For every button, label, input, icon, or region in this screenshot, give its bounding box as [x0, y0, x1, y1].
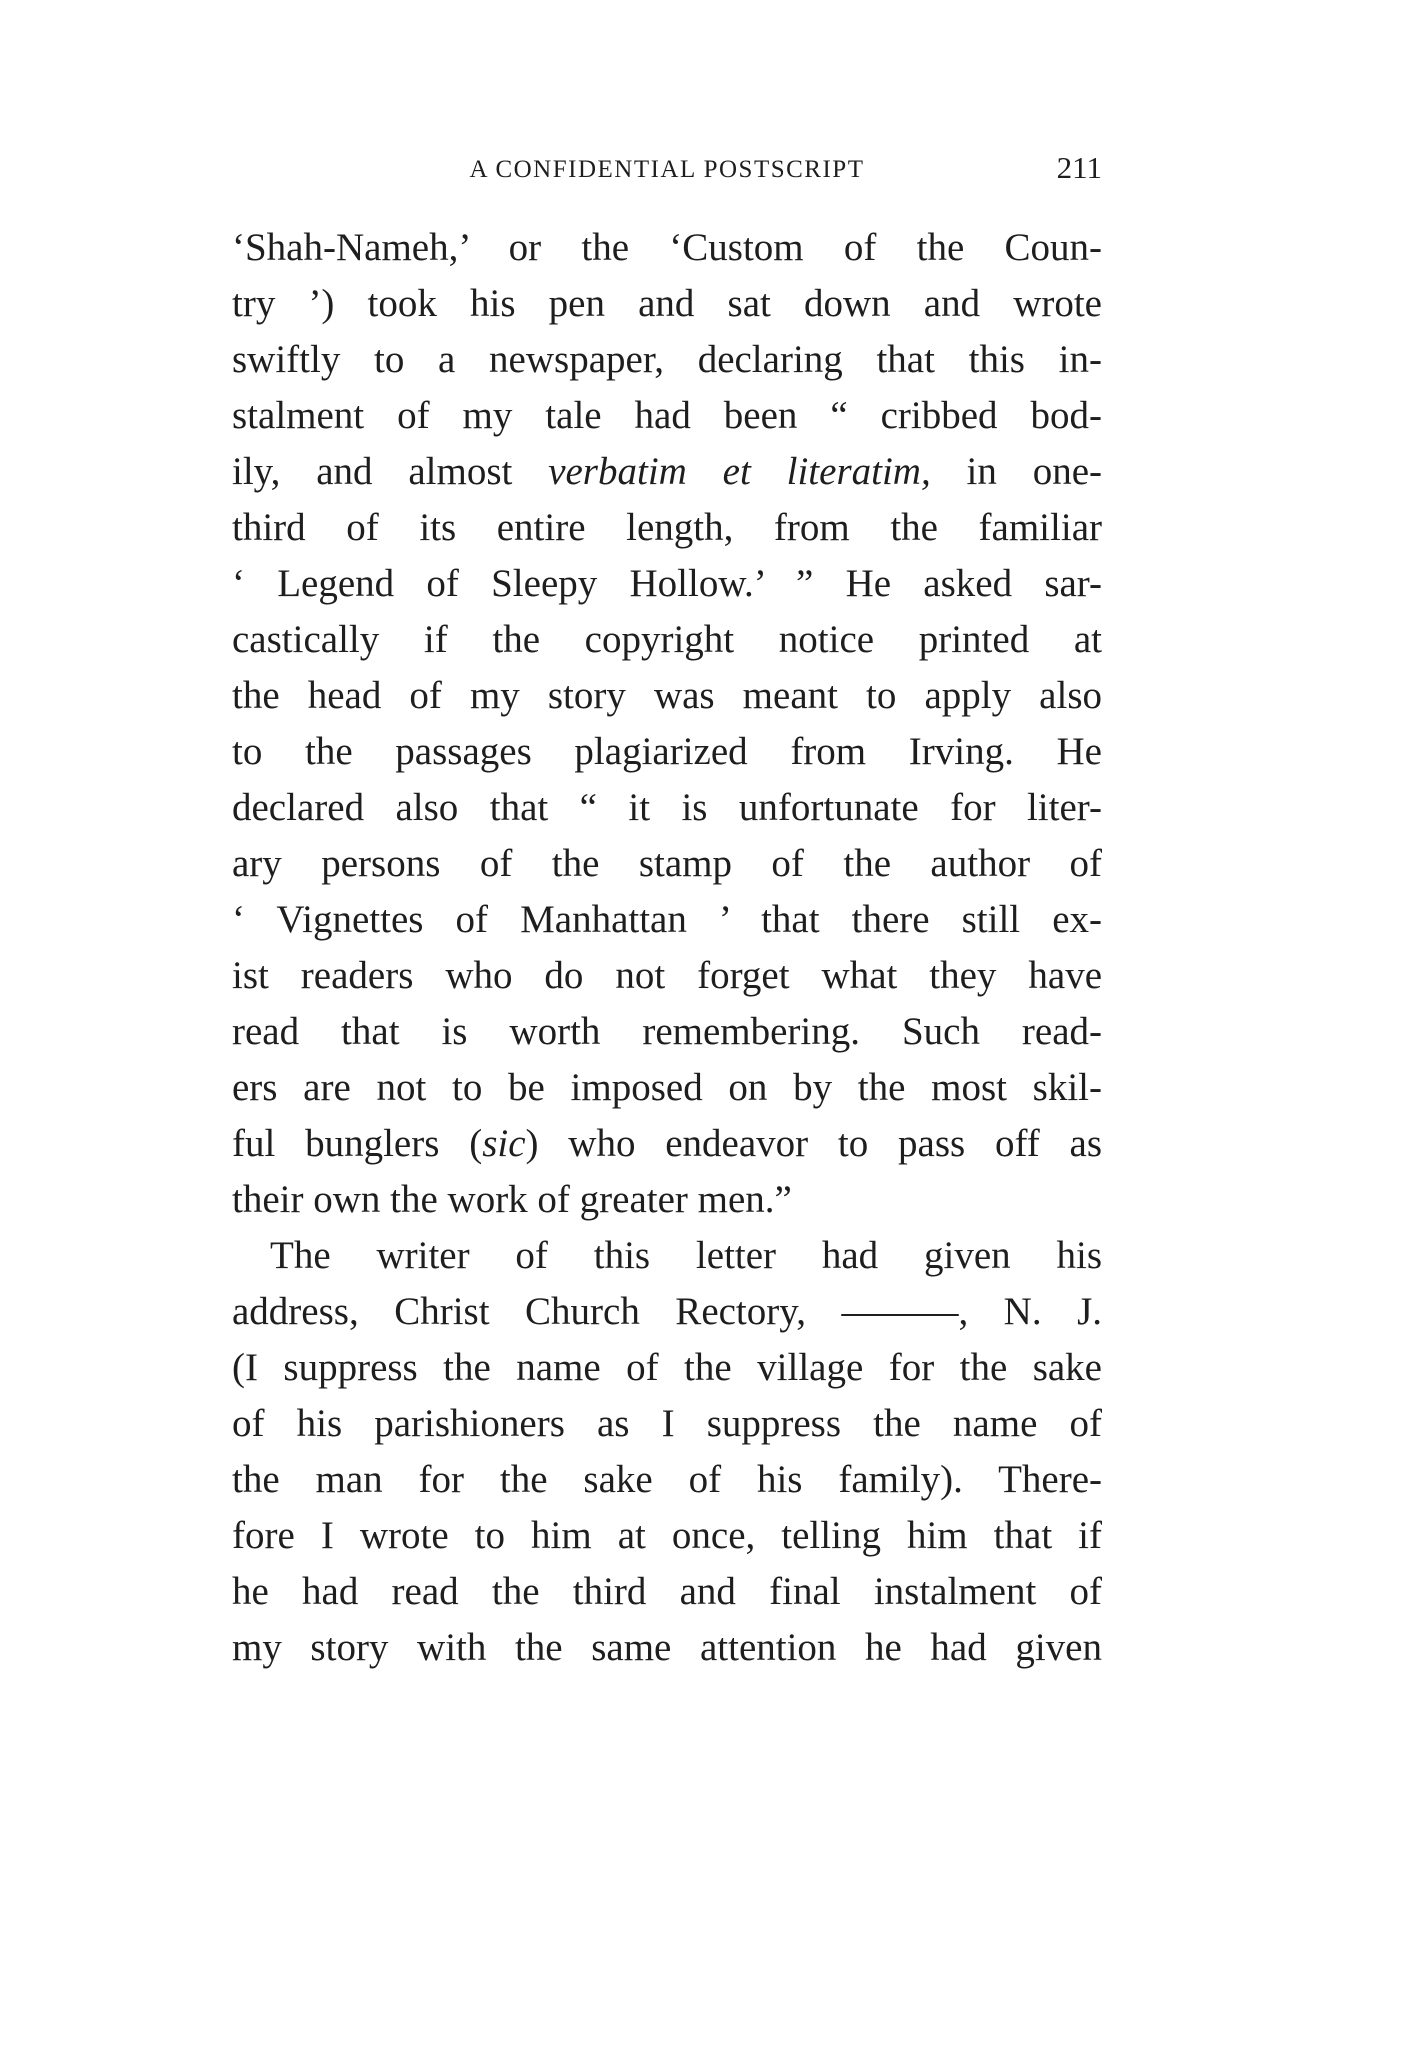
text-line: read that is worth remembering. Such read- — [232, 1010, 1102, 1053]
text-segment: ily, and almost — [232, 450, 549, 493]
text-line: (I suppress the name of the village for the sake — [232, 1346, 1102, 1389]
running-head — [232, 150, 1102, 200]
text-line: my story with the same attention he had given — [232, 1626, 1102, 1669]
text-segment: ful bunglers ( — [232, 1122, 483, 1165]
text-line: ‘Shah-Nameh,’ or the ‘Custom of the Coun- — [232, 226, 1102, 269]
body-text — [232, 220, 1102, 1676]
text-line: stalment of my tale had been “ cribbed bod- — [232, 394, 1102, 437]
text-line: fore I wrote to him at once, telling him that if — [232, 1514, 1102, 1557]
text-line — [232, 1116, 1102, 1172]
text-line: ary persons of the stamp of the author of — [232, 842, 1102, 885]
italic-phrase: verbatim et literatim, — [548, 450, 931, 493]
paragraph-first-line: The writer of this letter had given his — [270, 1234, 1102, 1277]
running-head-title: A CONFIDENTIAL POSTSCRIPT — [469, 156, 865, 183]
text-line: of his parishioners as I suppress the name of — [232, 1402, 1102, 1445]
text-line: ‘ Legend of Sleepy Hollow.’ ” He asked sar- — [232, 562, 1102, 605]
page-number: 211 — [1056, 150, 1102, 185]
text-line: ers are not to be imposed on by the most skil- — [232, 1066, 1102, 1109]
text-line: ‘ Vignettes of Manhattan ’ that there still ex- — [232, 898, 1102, 941]
text-line — [232, 444, 1102, 500]
text-segment: ) who endeavor to pass off as — [525, 1122, 1103, 1165]
text-line: castically if the copyright notice printed at — [232, 618, 1102, 661]
text-line: ist readers who do not forget what they have — [232, 954, 1102, 997]
text-line: declared also that “ it is unfortunate for liter- — [232, 786, 1102, 829]
paragraph-last-line: their own the work of greater men.” — [232, 1178, 792, 1221]
text-segment: in one- — [930, 450, 1102, 493]
text-line: he had read the third and final instalment of — [232, 1570, 1102, 1613]
text-line: the man for the sake of his family). There- — [232, 1458, 1102, 1501]
text-line: address, Christ Church Rectory, ———, N. J. — [232, 1290, 1102, 1333]
text-line: third of its entire length, from the familiar — [232, 506, 1102, 549]
text-line: the head of my story was meant to apply also — [232, 674, 1102, 717]
text-line: swiftly to a newspaper, declaring that this in- — [232, 338, 1102, 381]
text-line: try ’) took his pen and sat down and wrote — [232, 282, 1102, 325]
text-line: to the passages plagiarized from Irving. He — [232, 730, 1102, 773]
italic-word: sic — [482, 1122, 526, 1165]
